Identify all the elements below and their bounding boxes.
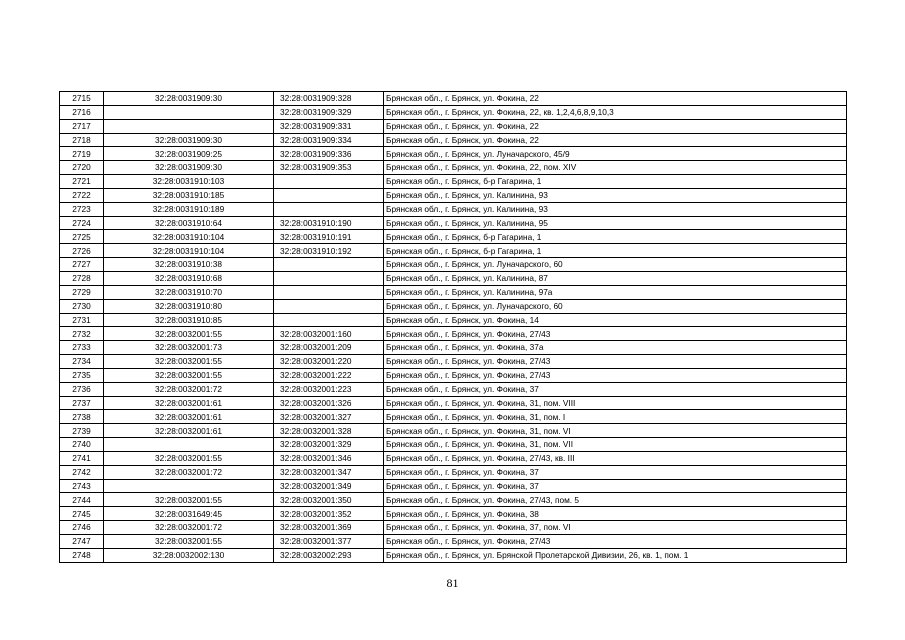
object-cadastral-number-cell: 32:28:0032001:350 (274, 493, 384, 507)
object-cadastral-number-cell: 32:28:0031909:353 (274, 161, 384, 175)
table-row (60, 382, 847, 396)
parcel-cadastral-number-cell: 32:28:0031910:80 (104, 299, 274, 313)
object-cadastral-number-cell (274, 285, 384, 299)
address-cell: Брянская обл., г. Брянск, ул. Фокина, 31, пом. VIII (384, 396, 847, 410)
object-cadastral-number-cell: 32:28:0031910:190 (274, 216, 384, 230)
parcel-cadastral-number-cell: 32:28:0031910:189 (104, 202, 274, 216)
parcel-cadastral-number-cell: 32:28:0031909:30 (104, 92, 274, 106)
object-cadastral-number-cell (274, 175, 384, 189)
row-number-cell: 2730 (60, 299, 104, 313)
row-number-cell: 2734 (60, 355, 104, 369)
object-cadastral-number-cell: 32:28:0032001:369 (274, 521, 384, 535)
address-cell: Брянская обл., г. Брянск, ул. Фокина, 37 (384, 465, 847, 479)
table-row (60, 119, 847, 133)
cadastral-table (59, 91, 847, 563)
table-row (60, 161, 847, 175)
table-row (60, 230, 847, 244)
page-number: 81 (446, 576, 459, 590)
table-body (60, 92, 847, 563)
row-number-cell: 2715 (60, 92, 104, 106)
address-cell: Брянская обл., г. Брянск, ул. Луначарского, 60 (384, 258, 847, 272)
object-cadastral-number-cell (274, 271, 384, 285)
table-row (60, 521, 847, 535)
object-cadastral-number-cell: 32:28:0032001:347 (274, 465, 384, 479)
object-cadastral-number-cell: 32:28:0032001:346 (274, 451, 384, 465)
row-number-cell: 2727 (60, 258, 104, 272)
parcel-cadastral-number-cell: 32:28:0031649:45 (104, 507, 274, 521)
parcel-cadastral-number-cell: 32:28:0031910:70 (104, 285, 274, 299)
address-cell: Брянская обл., г. Брянск, ул. Калинина, 87 (384, 271, 847, 285)
address-cell: Брянская обл., г. Брянск, ул. Фокина, 37 (384, 382, 847, 396)
row-number-cell: 2717 (60, 119, 104, 133)
parcel-cadastral-number-cell (104, 119, 274, 133)
address-cell: Брянская обл., г. Брянск, ул. Фокина, 27/43 (384, 355, 847, 369)
table-row (60, 188, 847, 202)
address-cell: Брянская обл., г. Брянск, ул. Фокина, 27/43 (384, 327, 847, 341)
parcel-cadastral-number-cell: 32:28:0031909:25 (104, 147, 274, 161)
object-cadastral-number-cell: 32:28:0031909:328 (274, 92, 384, 106)
table-row (60, 216, 847, 230)
address-cell: Брянская обл., г. Брянск, ул. Луначарского, 45/9 (384, 147, 847, 161)
row-number-cell: 2716 (60, 105, 104, 119)
table-row (60, 368, 847, 382)
table-row (60, 175, 847, 189)
object-cadastral-number-cell (274, 188, 384, 202)
object-cadastral-number-cell: 32:28:0032001:209 (274, 341, 384, 355)
parcel-cadastral-number-cell: 32:28:0031910:104 (104, 230, 274, 244)
parcel-cadastral-number-cell: 32:28:0031909:30 (104, 133, 274, 147)
row-number-cell: 2747 (60, 535, 104, 549)
object-cadastral-number-cell: 32:28:0032001:326 (274, 396, 384, 410)
address-cell: Брянская обл., г. Брянск, ул. Калинина, 95 (384, 216, 847, 230)
table-row (60, 548, 847, 562)
parcel-cadastral-number-cell: 32:28:0032001:73 (104, 341, 274, 355)
address-cell: Брянская обл., г. Брянск, ул. Фокина, 31, пом. VII (384, 438, 847, 452)
parcel-cadastral-number-cell: 32:28:0032001:55 (104, 451, 274, 465)
row-number-cell: 2733 (60, 341, 104, 355)
table-row (60, 535, 847, 549)
row-number-cell: 2726 (60, 244, 104, 258)
table-row (60, 202, 847, 216)
table-row (60, 424, 847, 438)
parcel-cadastral-number-cell: 32:28:0031910:103 (104, 175, 274, 189)
row-number-cell: 2737 (60, 396, 104, 410)
parcel-cadastral-number-cell: 32:28:0031910:68 (104, 271, 274, 285)
parcel-cadastral-number-cell: 32:28:0031910:64 (104, 216, 274, 230)
object-cadastral-number-cell (274, 202, 384, 216)
table-row (60, 465, 847, 479)
address-cell: Брянская обл., г. Брянск, ул. Фокина, 31, пом. I (384, 410, 847, 424)
table-row (60, 105, 847, 119)
address-cell: Брянская обл., г. Брянск, б-р Гагарина, 1 (384, 230, 847, 244)
address-cell: Брянская обл., г. Брянск, ул. Фокина, 37, пом. VI (384, 521, 847, 535)
object-cadastral-number-cell: 32:28:0031909:336 (274, 147, 384, 161)
address-cell: Брянская обл., г. Брянск, б-р Гагарина, 1 (384, 244, 847, 258)
row-number-cell: 2719 (60, 147, 104, 161)
table-row (60, 479, 847, 493)
table-row (60, 285, 847, 299)
object-cadastral-number-cell: 32:28:0032002:293 (274, 548, 384, 562)
row-number-cell: 2725 (60, 230, 104, 244)
object-cadastral-number-cell: 32:28:0032001:327 (274, 410, 384, 424)
address-cell: Брянская обл., г. Брянск, ул. Фокина, 38 (384, 507, 847, 521)
address-cell: Брянская обл., г. Брянск, ул. Фокина, 27/43 (384, 368, 847, 382)
row-number-cell: 2745 (60, 507, 104, 521)
row-number-cell: 2741 (60, 451, 104, 465)
object-cadastral-number-cell (274, 313, 384, 327)
address-cell: Брянская обл., г. Брянск, ул. Фокина, 27/43 (384, 535, 847, 549)
object-cadastral-number-cell: 32:28:0032001:329 (274, 438, 384, 452)
table-row (60, 313, 847, 327)
address-cell: Брянская обл., г. Брянск, ул. Фокина, 22 (384, 133, 847, 147)
table-row (60, 133, 847, 147)
parcel-cadastral-number-cell: 32:28:0031910:85 (104, 313, 274, 327)
row-number-cell: 2742 (60, 465, 104, 479)
address-cell: Брянская обл., г. Брянск, ул. Калинина, 97а (384, 285, 847, 299)
address-cell: Брянская обл., г. Брянск, ул. Фокина, 14 (384, 313, 847, 327)
address-cell: Брянская обл., г. Брянск, ул. Фокина, 37а (384, 341, 847, 355)
address-cell: Брянская обл., г. Брянск, ул. Калинина, 93 (384, 188, 847, 202)
table-row (60, 327, 847, 341)
object-cadastral-number-cell: 32:28:0032001:377 (274, 535, 384, 549)
table-row (60, 493, 847, 507)
table-row (60, 299, 847, 313)
row-number-cell: 2722 (60, 188, 104, 202)
table-row (60, 92, 847, 106)
row-number-cell: 2731 (60, 313, 104, 327)
parcel-cadastral-number-cell (104, 105, 274, 119)
row-number-cell: 2718 (60, 133, 104, 147)
row-number-cell: 2729 (60, 285, 104, 299)
row-number-cell: 2744 (60, 493, 104, 507)
row-number-cell: 2732 (60, 327, 104, 341)
address-cell: Брянская обл., г. Брянск, ул. Фокина, 22 (384, 119, 847, 133)
address-cell: Брянская обл., г. Брянск, ул. Фокина, 37 (384, 479, 847, 493)
row-number-cell: 2743 (60, 479, 104, 493)
table-row (60, 438, 847, 452)
object-cadastral-number-cell: 32:28:0031910:192 (274, 244, 384, 258)
parcel-cadastral-number-cell: 32:28:0032001:72 (104, 382, 274, 396)
address-cell: Брянская обл., г. Брянск, б-р Гагарина, 1 (384, 175, 847, 189)
table-row (60, 396, 847, 410)
object-cadastral-number-cell: 32:28:0032001:223 (274, 382, 384, 396)
parcel-cadastral-number-cell: 32:28:0032001:61 (104, 424, 274, 438)
object-cadastral-number-cell: 32:28:0031909:329 (274, 105, 384, 119)
address-cell: Брянская обл., г. Брянск, ул. Фокина, 22, кв. 1,2,4,6,8,9,10,3 (384, 105, 847, 119)
object-cadastral-number-cell (274, 299, 384, 313)
parcel-cadastral-number-cell (104, 479, 274, 493)
address-cell: Брянская обл., г. Брянск, ул. Брянской Пролетарской Дивизии, 26, кв. 1, пом. 1 (384, 548, 847, 562)
table-row (60, 355, 847, 369)
object-cadastral-number-cell: 32:28:0032001:222 (274, 368, 384, 382)
row-number-cell: 2724 (60, 216, 104, 230)
row-number-cell: 2748 (60, 548, 104, 562)
parcel-cadastral-number-cell: 32:28:0031910:185 (104, 188, 274, 202)
row-number-cell: 2740 (60, 438, 104, 452)
object-cadastral-number-cell: 32:28:0032001:328 (274, 424, 384, 438)
parcel-cadastral-number-cell: 32:28:0032001:72 (104, 521, 274, 535)
address-cell: Брянская обл., г. Брянск, ул. Фокина, 27/43, пом. 5 (384, 493, 847, 507)
parcel-cadastral-number-cell: 32:28:0032001:72 (104, 465, 274, 479)
parcel-cadastral-number-cell: 32:28:0031910:38 (104, 258, 274, 272)
row-number-cell: 2728 (60, 271, 104, 285)
object-cadastral-number-cell: 32:28:0031909:334 (274, 133, 384, 147)
table-row (60, 258, 847, 272)
address-cell: Брянская обл., г. Брянск, ул. Фокина, 22, пом. XIV (384, 161, 847, 175)
object-cadastral-number-cell: 32:28:0031910:191 (274, 230, 384, 244)
object-cadastral-number-cell: 32:28:0032001:220 (274, 355, 384, 369)
parcel-cadastral-number-cell: 32:28:0032002:130 (104, 548, 274, 562)
parcel-cadastral-number-cell (104, 438, 274, 452)
row-number-cell: 2736 (60, 382, 104, 396)
parcel-cadastral-number-cell: 32:28:0032001:55 (104, 327, 274, 341)
parcel-cadastral-number-cell: 32:28:0031910:104 (104, 244, 274, 258)
row-number-cell: 2738 (60, 410, 104, 424)
row-number-cell: 2735 (60, 368, 104, 382)
parcel-cadastral-number-cell: 32:28:0032001:55 (104, 355, 274, 369)
address-cell: Брянская обл., г. Брянск, ул. Фокина, 31, пом. VI (384, 424, 847, 438)
parcel-cadastral-number-cell: 32:28:0032001:55 (104, 493, 274, 507)
table-row (60, 147, 847, 161)
address-cell: Брянская обл., г. Брянск, ул. Калинина, 93 (384, 202, 847, 216)
table-row (60, 271, 847, 285)
address-cell: Брянская обл., г. Брянск, ул. Фокина, 27/43, кв. III (384, 451, 847, 465)
table-row (60, 341, 847, 355)
address-cell: Брянская обл., г. Брянск, ул. Луначарского, 60 (384, 299, 847, 313)
parcel-cadastral-number-cell: 32:28:0032001:55 (104, 535, 274, 549)
table-row (60, 410, 847, 424)
parcel-cadastral-number-cell: 32:28:0031909:30 (104, 161, 274, 175)
row-number-cell: 2721 (60, 175, 104, 189)
object-cadastral-number-cell: 32:28:0032001:352 (274, 507, 384, 521)
row-number-cell: 2720 (60, 161, 104, 175)
parcel-cadastral-number-cell: 32:28:0032001:61 (104, 396, 274, 410)
table-row (60, 507, 847, 521)
parcel-cadastral-number-cell: 32:28:0032001:55 (104, 368, 274, 382)
object-cadastral-number-cell: 32:28:0032001:349 (274, 479, 384, 493)
row-number-cell: 2746 (60, 521, 104, 535)
table-row (60, 451, 847, 465)
row-number-cell: 2739 (60, 424, 104, 438)
parcel-cadastral-number-cell: 32:28:0032001:61 (104, 410, 274, 424)
object-cadastral-number-cell: 32:28:0032001:160 (274, 327, 384, 341)
row-number-cell: 2723 (60, 202, 104, 216)
object-cadastral-number-cell: 32:28:0031909:331 (274, 119, 384, 133)
object-cadastral-number-cell (274, 258, 384, 272)
table-row (60, 244, 847, 258)
address-cell: Брянская обл., г. Брянск, ул. Фокина, 22 (384, 92, 847, 106)
